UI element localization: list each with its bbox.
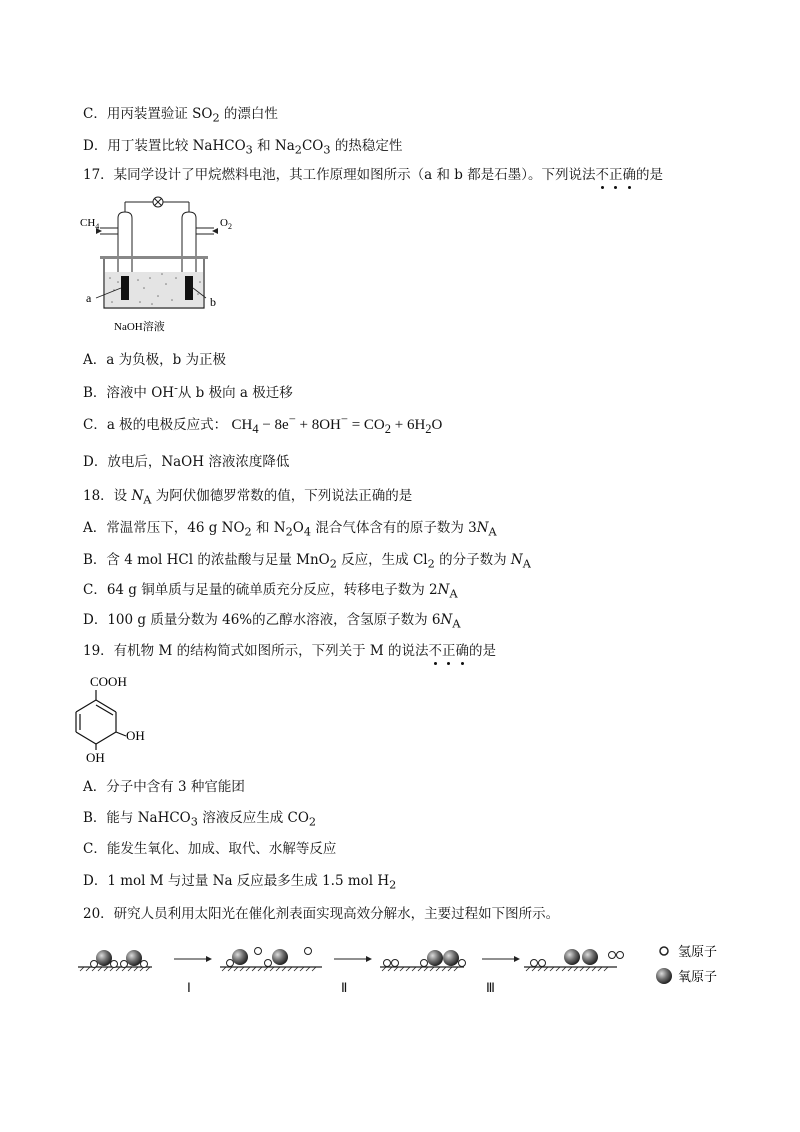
q16-option-d: D．用丁装置比较 NaHCO$_3$ 和 $Na_2CO_3$ 的热稳定性 [83,138,403,157]
organic-structure-m [70,670,180,765]
q19-option-a: A．分子中含有 3 种官能团 [83,779,245,795]
fuel-cell-diagram [78,190,258,335]
q16-option-c: C．用丙装置验证 $SO_2$ 的漂白性 [83,106,278,125]
o2-label: $O_2$ [220,217,232,231]
q20-stem: 20．研究人员利用太阳光在催化剂表面实现高效分解水，主要过程如下图所示。 [83,906,560,922]
oxygen-atom-icon [656,968,672,984]
step-label-3: Ⅲ [486,980,495,995]
q17-stem: 17．某同学设计了甲烷燃料电池，其工作原理如图所示（a 和 b 都是石墨）。下列说法不正确的是 [83,167,663,183]
naoh-solution-label: NaOH溶液 [114,321,165,333]
legend-oxygen: 氧原子 [678,969,718,984]
electrode-reaction: $CH_4 - 8e^- + 8OH^- = CO_2 + 6H_2O$ [231,412,443,436]
q18-option-b: B．含 4 mol HCl 的浓盐酸与足量 MnO$_2$ 反应，生成 $Cl_2$ 的分子数为 $N_A$ [83,552,531,571]
step-label-2: Ⅱ [341,980,348,995]
water-splitting-diagram [72,935,752,995]
oh-label-right: OH [126,728,145,743]
q18-option-d: D．100 g 质量分数为 46%的乙醇水溶液，含氢原子数为 $6N_A$ [83,612,461,631]
oh-label-bottom: OH [86,750,105,765]
q17-option-c: C．a 极的电极反应式： $CH_4 - 8e^- + 8OH^- = CO_2 + 6H_2O$ [83,412,443,436]
electrode-a-label: a [86,291,92,305]
hydrogen-atom-icon [660,947,668,955]
electrode-b-label: b [210,295,216,309]
q19-option-d: D．1 mol M 与过量 Na 反应最多生成 1.5 mol $H_2$ [83,873,397,892]
q17-option-b: B．溶液中 OH-从 b 极向 a 极迁移 [83,381,293,401]
q19-option-c: C．能发生氧化、加成、取代、水解等反应 [83,841,337,857]
q18-stem: 18．设 $N_A$ 为阿伏伽德罗常数的值，下列说法正确的是 [83,488,413,507]
q18-option-a: A．常温常压下，46 g $NO_2$ 和 $N_2O_4$ 混合气体含有的原子数为 $3N_A$ [83,520,497,539]
legend-hydrogen: 氢原子 [678,944,718,959]
q17-option-d: D．放电后，NaOH 溶液浓度降低 [83,454,290,470]
q19-option-b: B．能与 NaHCO$_3$ 溶液反应生成 $CO_2$ [83,810,317,829]
cooh-label: COOH [90,674,127,689]
q18-option-c: C．64 g 铜单质与足量的硫单质充分反应，转移电子数为 $2N_A$ [83,582,458,601]
q17-option-a: A．a 为负极，b 为正极 [83,352,227,368]
q19-stem: 19．有机物 M 的结构简式如图所示，下列关于 M 的说法不正确的是 [83,643,496,659]
step-label-1: Ⅰ [187,980,191,995]
ch4-label: $CH_4$ [80,217,100,231]
